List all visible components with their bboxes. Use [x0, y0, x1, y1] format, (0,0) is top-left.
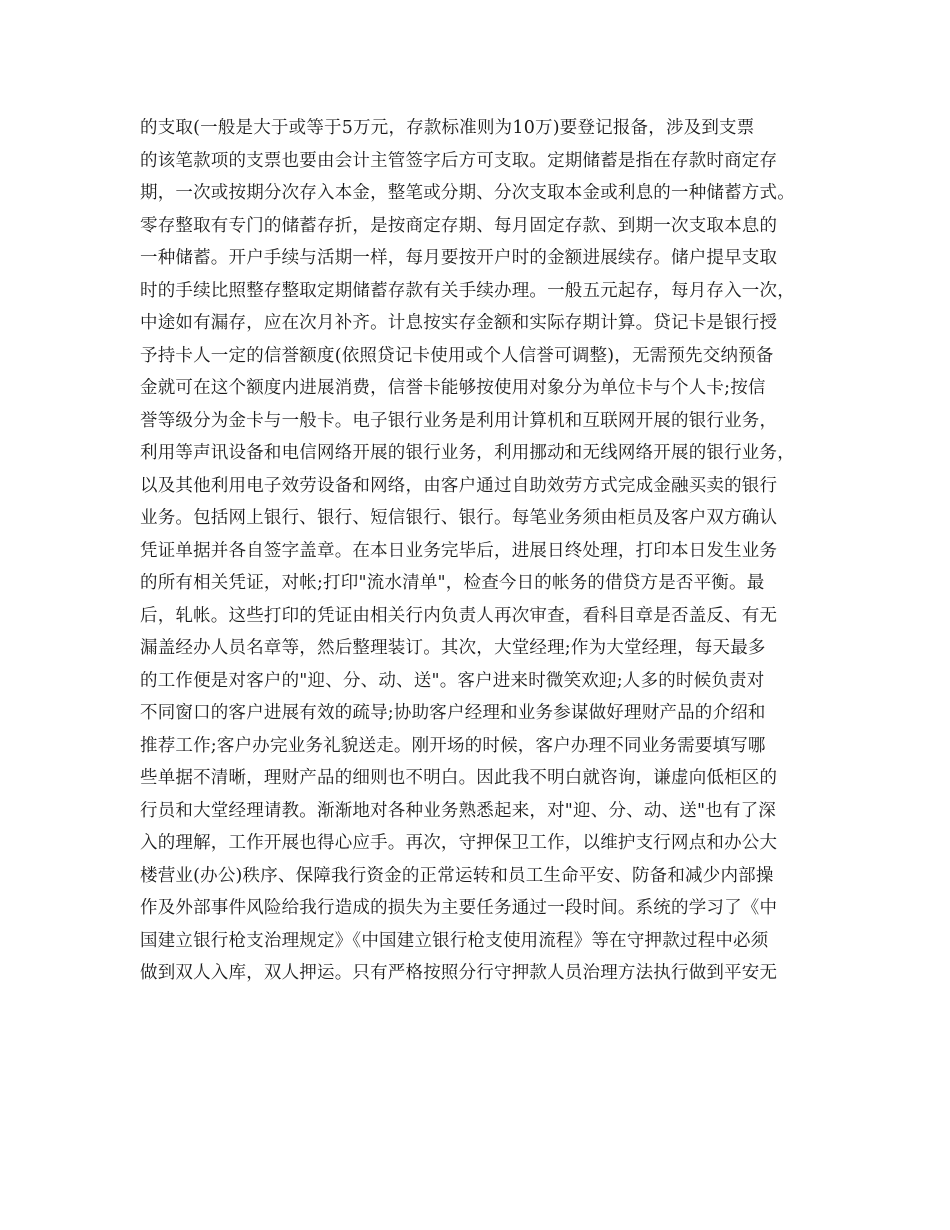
- text-line: 的所有相关凭证，对帐;打印"流水清单"，检查今日的帐务的借贷方是否平衡。最: [140, 573, 765, 593]
- text-line: 一种储蓄。开户手续与活期一样，每月要按开户时的金额进展续存。储户提早支取: [140, 248, 778, 268]
- text-line: 国建立银行枪支治理规定》《中国建立银行枪支使用流程》等在守押款过程中必须: [140, 930, 769, 951]
- text-line: 期，一次或按期分次存入本金，整笔或分期、分次支取本金或利息的一种储蓄方式。: [140, 183, 795, 203]
- text-line: 作及外部事件风险给我行造成的损失为主要任务通过一段时间。系统的学习了《中: [140, 898, 778, 918]
- text-line: 金就可在这个额度内进展消费，信誉卡能够按使用对象分为单位卡与个人卡;按信: [140, 378, 766, 398]
- text-line: 予持卡人一定的信誉额度(依照贷记卡使用或个人信誉可调整)，无需预先交纳预备: [140, 345, 774, 366]
- text-line: 的工作便是对客户的"迎、分、动、送"。客户进来时微笑欢迎;人多的时候负责对: [140, 670, 765, 691]
- text-line: 誉等级分为金卡与一般卡。电子银行业务是利用计算机和互联网开展的银行业务，: [140, 410, 778, 431]
- text-line: 楼营业(办公)秩序、保障我行资金的正常运转和员工生命平安、防备和减少内部操: [140, 865, 774, 886]
- document-body: [140, 112, 820, 990]
- text-line: 利用等声讯设备和电信网络开展的银行业务，利用挪动和无线网络开展的银行业务，: [140, 443, 795, 463]
- text-line: 行员和大堂经理请教。渐渐地对各种业务熟悉起来，对"迎、分、动、送"也有了深: [140, 800, 776, 821]
- text-line: 做到双人入库，双人押运。只有严格按照分行守押款人员治理方法执行做到平安无: [140, 963, 778, 983]
- text-line: 的该笔款项的支票也要由会计主管签字后方可支取。定期储蓄是指在存款时商定存: [140, 150, 778, 171]
- text-line: 后，轧帐。这些打印的凭证由相关行内负责人再次审查，看科目章是否盖反、有无: [140, 605, 778, 626]
- text-line: 凭证单据并各自签字盖章。在本日业务完毕后，进展日终处理，打印本日发生业务: [140, 540, 778, 561]
- text-line: 不同窗口的客户进展有效的疏导;协助客户经理和业务参谋做好理财产品的介绍和: [140, 703, 766, 723]
- text-line: 推荐工作;客户办完业务礼貌送走。刚开场的时候，客户办理不同业务需要填写哪: [140, 735, 766, 756]
- text-line: 的支取(一般是大于或等于5万元，存款标准则为10万)要登记报备，涉及到支票: [140, 118, 755, 138]
- text-line: 漏盖经办人员名章等，然后整理装订。其次，大堂经理;作为大堂经理，每天最多: [140, 638, 766, 658]
- text-line: 零存整取有专门的储蓄存折，是按商定存期、每月固定存款、到期一次支取本息的: [140, 215, 778, 236]
- text-line: 中途如有漏存，应在次月补齐。计息按实存金额和实际存期计算。贷记卡是银行授: [140, 313, 778, 333]
- text-line: 以及其他利用电子效劳设备和网络，由客户通过自助效劳方式完成金融买卖的银行: [140, 475, 778, 496]
- text-line: 些单据不清晰，理财产品的细则也不明白。因此我不明白就咨询，谦虚向低柜区的: [140, 768, 778, 788]
- text-line: 入的理解，工作开展也得心应手。再次，守押保卫工作，以维护支行网点和办公大: [140, 833, 778, 853]
- text-line: 时的手续比照整存整取定期储蓄存款有关手续办理。一般五元起存，每月存入一次，: [140, 280, 795, 301]
- text-line: 业务。包括网上银行、银行、短信银行、银行。每笔业务须由柜员及客户双方确认: [140, 508, 778, 528]
